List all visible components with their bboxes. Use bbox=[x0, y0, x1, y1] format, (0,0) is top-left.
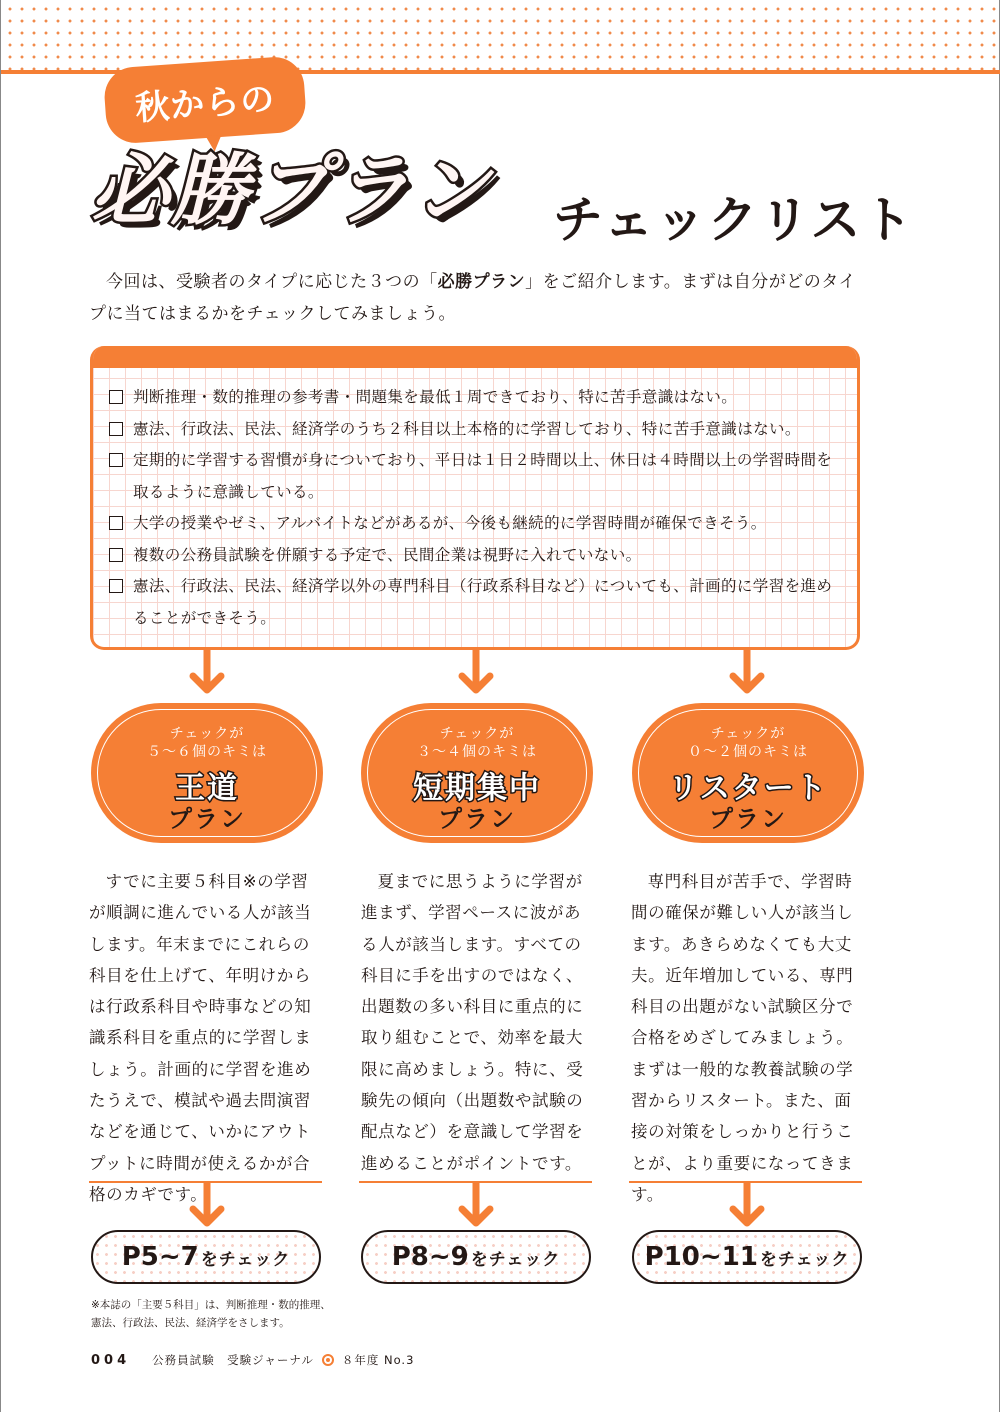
plan-condition bbox=[361, 725, 593, 761]
page-link-p8-9[interactable] bbox=[361, 1230, 591, 1284]
arrow-down-icon bbox=[185, 650, 229, 694]
arrow-down-icon bbox=[185, 1183, 229, 1227]
checklist-item[interactable] bbox=[109, 414, 847, 446]
page-subtitle: チェックリスト bbox=[553, 191, 915, 249]
plan-name: 王道 bbox=[175, 771, 239, 806]
plan-condition-line: チェックが bbox=[169, 726, 245, 742]
page-number: 004 bbox=[91, 1352, 131, 1368]
plan-badge-tanki-shuchu bbox=[361, 703, 593, 843]
checklist bbox=[109, 382, 847, 634]
plan-condition-line: チェックが bbox=[439, 726, 515, 742]
checklist-item[interactable] bbox=[109, 571, 847, 634]
plan-suffix: プラン bbox=[168, 805, 246, 833]
plan-description: 夏までに思うように学習が進まず、学習ペースに波がある人が該当します。すべての科目に手を出すのではなく、出題数の多い科目に重点的に取り組むことで、効率を最大限に高めましょう。特に、受験先の傾向（出題数や試験の配点など）を意識して学習を進めることがポイントです。 bbox=[361, 872, 584, 1173]
page-link-p5-7[interactable] bbox=[91, 1230, 321, 1284]
page-link-suffix: をチェック bbox=[470, 1249, 561, 1270]
checklist-item-label: 憲法、行政法、民法、経済学のうち２科目以上本格的に学習しており、特に苦手意識はない。 bbox=[133, 419, 801, 438]
plan-name: 短期集中 bbox=[413, 771, 541, 806]
plan-description: 専門科目が苦手で、学習時間の確保が難しい人が該当します。あきらめなくても大丈夫。近年増加している、専門科目の出題がない試験区分で合格をめざしてみましょう。まずは一般的な教養試験の学習からリスタート。また、面接の対策をしっかりと行うことが、より重要になってきます。 bbox=[631, 872, 854, 1204]
plan-condition-line: ３～４個のキミは bbox=[417, 744, 537, 760]
arrow-down-icon bbox=[454, 1183, 498, 1227]
plan-suffix: プラン bbox=[438, 805, 516, 833]
intro-text-after: 」をご紹介します。まずは自分がどのタイプに当てはまるかをチェックしてみましょう。 bbox=[89, 272, 856, 324]
dot-pattern-header bbox=[1, 0, 1000, 70]
footnote: ※本誌の「主要５科目」は、判断推理・数的推理、憲法、行政法、民法、経済学をさします。 bbox=[91, 1299, 331, 1329]
checkbox[interactable] bbox=[109, 453, 123, 467]
checklist-item-label: 憲法、行政法、民法、経済学以外の専門科目（行政系科目など）についても、計画的に学習を進めることができそう。 bbox=[133, 577, 833, 627]
page-title: 必勝プラン bbox=[91, 146, 492, 236]
plan-badge-oudou bbox=[91, 703, 323, 843]
page-range: P5~7 bbox=[121, 1242, 199, 1272]
intro-text-bold: 必勝プラン bbox=[437, 272, 526, 292]
checkbox[interactable] bbox=[109, 516, 123, 530]
page-footer bbox=[91, 1352, 414, 1368]
checklist-header-bar bbox=[93, 346, 857, 368]
intro-text-before: 今回は、受験者のタイプに応じた３つの「 bbox=[106, 272, 438, 292]
checkbox[interactable] bbox=[109, 548, 123, 562]
plan-suffix: プラン bbox=[709, 805, 787, 833]
speech-bubble bbox=[103, 55, 308, 145]
checklist-item-label: 複数の公務員試験を併願する予定で、民間企業は視野に入れていない。 bbox=[133, 545, 642, 564]
checkbox[interactable] bbox=[109, 579, 123, 593]
page-link-p10-11[interactable] bbox=[632, 1230, 862, 1284]
plan-condition-line: ５～６個のキミは bbox=[147, 744, 267, 760]
bullet-circle-icon bbox=[322, 1354, 334, 1366]
page-link-suffix: をチェック bbox=[759, 1249, 850, 1270]
page-link-suffix: をチェック bbox=[200, 1249, 291, 1270]
checklist-panel bbox=[90, 346, 860, 650]
checkbox[interactable] bbox=[109, 422, 123, 436]
arrow-down-icon bbox=[725, 1183, 769, 1227]
checklist-item[interactable] bbox=[109, 540, 847, 572]
arrow-down-icon bbox=[454, 650, 498, 694]
intro-paragraph bbox=[89, 266, 869, 330]
plan-condition-line: ０～２個のキミは bbox=[688, 744, 808, 760]
checklist-item[interactable] bbox=[109, 508, 847, 540]
plan-condition bbox=[91, 725, 323, 761]
checklist-item-label: 判断推理・数的推理の参考書・問題集を最低１周できており、特に苦手意識はない。 bbox=[133, 388, 738, 406]
checklist-item-label: 大学の授業やゼミ、アルバイトなどがあるが、今後も継続的に学習時間が確保できそう。 bbox=[133, 514, 767, 532]
plan-description: すでに主要５科目※の学習が順調に進んでいる人が該当します。年末までにこれらの科目を仕上げて、年明けからは行政系科目や時事などの知識系科目を重点的に学習しましょう。計画的に学習を進めたうえで、模試や過去問演習などを通じて、いかにアウトプットに時間が使えるかが合格のカギです。 bbox=[89, 872, 312, 1204]
issue-label: ８年度 No.3 bbox=[341, 1353, 415, 1367]
plan-condition bbox=[632, 725, 864, 761]
plan-badge-restart bbox=[632, 703, 864, 843]
checklist-item[interactable] bbox=[109, 445, 847, 508]
publication-name: 公務員試験 受験ジャーナル bbox=[152, 1353, 314, 1367]
checkbox[interactable] bbox=[109, 390, 123, 404]
bubble-text: 秋からの bbox=[134, 79, 277, 129]
page-range: P8~9 bbox=[391, 1242, 469, 1272]
plan-condition-line: チェックが bbox=[710, 726, 786, 742]
page-range: P10~11 bbox=[644, 1242, 758, 1272]
checklist-item[interactable] bbox=[109, 382, 847, 414]
plan-name: リスタート bbox=[668, 771, 828, 806]
arrow-down-icon bbox=[725, 650, 769, 694]
checklist-item-label: 定期的に学習する習慣が身についており、平日は１日２時間以上、休日は４時間以上の学習時間を取るように意識している。 bbox=[133, 451, 833, 501]
